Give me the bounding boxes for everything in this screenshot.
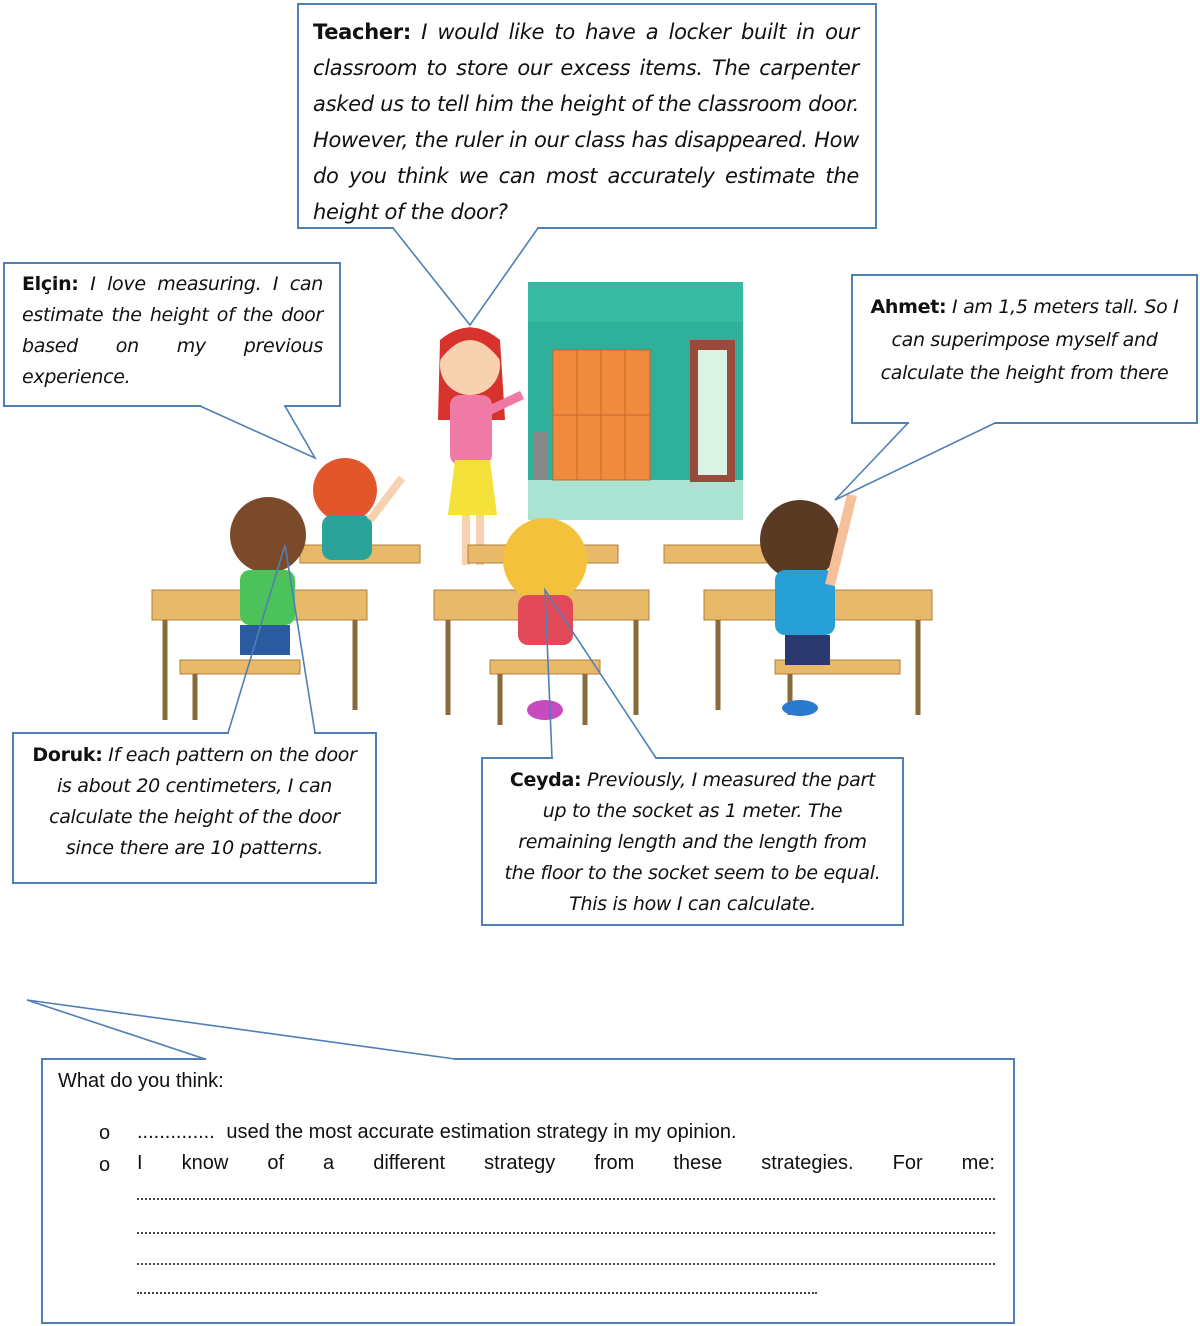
ahmet-speaker: Ahmet: — [870, 296, 947, 318]
ahmet-text: I am 1,5 meters tall. So I can superimpose myself and calculate the height from there — [880, 296, 1179, 384]
door-icon — [690, 340, 735, 482]
option-1-blank[interactable]: .............. — [137, 1121, 215, 1143]
teacher-text: I would like to have a locker built in our classroom to store our excess items. The carpenter asked us to tell him the height of the classroom door. However, the ruler in our class has disappeared. How do you think we can most accurately estimate the height of the door? — [313, 20, 859, 224]
ceyda-speaker: Ceyda: — [509, 769, 582, 791]
doruk-speech-bubble — [12, 732, 377, 884]
doruk-text: If each pattern on the door is about 20 centimeters, I can calculate the height of the door since there are 10 patterns. — [49, 744, 357, 859]
doruk-speaker: Doruk: — [32, 744, 103, 766]
teacher-figure — [438, 327, 522, 565]
answer-line-1[interactable] — [137, 1198, 995, 1200]
bullet-2: o — [99, 1154, 111, 1176]
elcin-text: I love measuring. I can estimate the height of the door based on my previous experience. — [22, 273, 323, 388]
option-1 — [137, 1121, 737, 1144]
classroom-wall-picture — [528, 282, 743, 520]
teacher-speaker: Teacher: — [313, 20, 411, 44]
student-doruk — [230, 497, 306, 655]
question-box — [41, 1058, 1015, 1324]
bullet-1: o — [99, 1122, 111, 1144]
ahmet-speech-bubble — [851, 274, 1198, 424]
option-1-text: used the most accurate estimation strategy in my opinion. — [226, 1121, 737, 1143]
ceyda-text: Previously, I measured the part up to the socket as 1 meter. The remaining length and the length from the floor to the socket seem to be equal. This is how I can calculate. — [504, 769, 881, 915]
question-title: What do you think: — [58, 1070, 224, 1092]
ceyda-speech-bubble — [481, 757, 904, 926]
option-2-text: I know of a different strategy from these strategies. For me: — [137, 1152, 995, 1174]
elcin-speaker: Elçin: — [22, 273, 79, 295]
answer-line-3[interactable] — [137, 1263, 995, 1265]
elcin-speech-bubble — [3, 262, 341, 407]
answer-line-4[interactable] — [137, 1292, 817, 1294]
teacher-speech-bubble — [297, 3, 877, 229]
answer-line-2[interactable] — [137, 1232, 995, 1234]
locker-icon — [553, 350, 650, 480]
